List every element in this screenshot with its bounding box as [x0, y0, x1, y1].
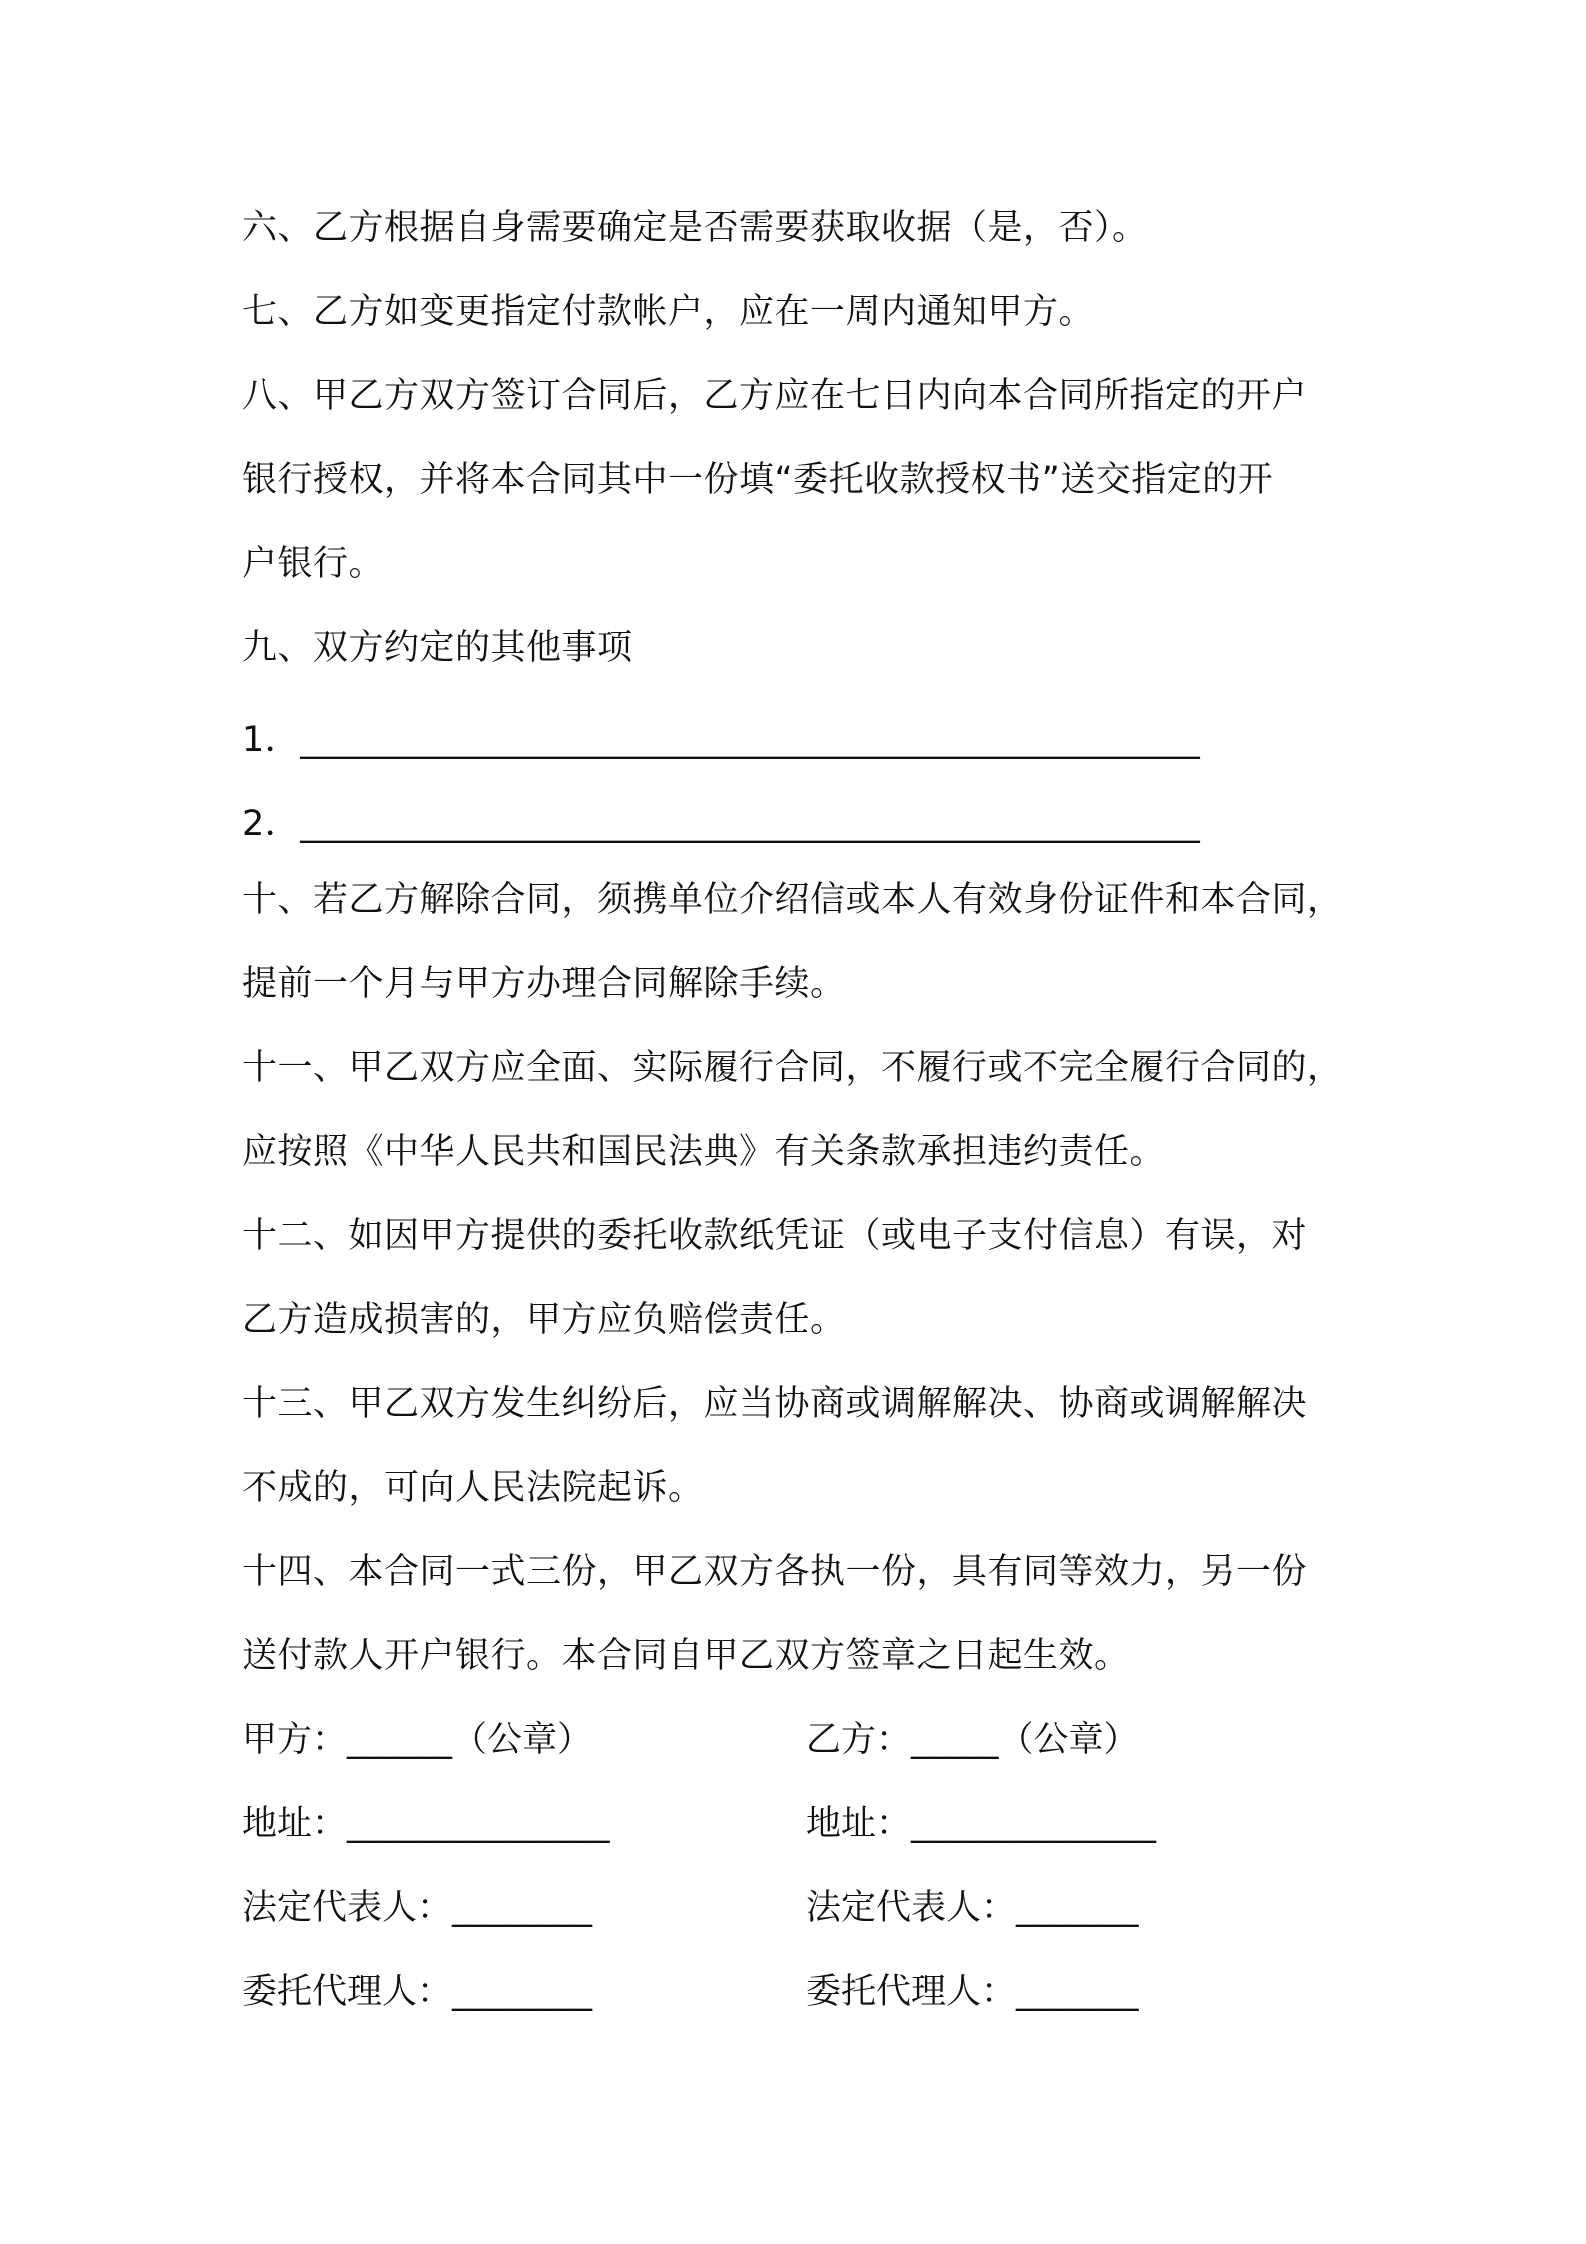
clause-10-line-2: 提前一个月与甲方办理合同解除手续。 — [242, 964, 846, 1004]
clause-9-item-2: 2．__________________________________________________ — [242, 804, 1201, 844]
clause-6: 六、乙方根据自身需要确定是否需要获取收据（是，否）。 — [242, 208, 1148, 248]
clause-14-line-1: 十四、本合同一式三份，甲乙双方各执一份，具有同等效力，另一份 — [242, 1552, 1308, 1592]
clause-13-line-1: 十三、甲乙双方发生纠纷后，应当协商或调解解决、协商或调解解决 — [242, 1384, 1308, 1424]
party-b-legal-rep: 法定代表人：_______ — [806, 1888, 1139, 1928]
clause-8-line-2: 银行授权，并将本合同其中一份填“委托收款授权书”送交指定的开 — [242, 460, 1274, 500]
party-b-agent: 委托代理人：_______ — [806, 1972, 1139, 2012]
clause-9-item-1: 1．__________________________________________________ — [242, 720, 1201, 760]
party-b-seal: 乙方：_____（公章） — [806, 1720, 1139, 1760]
clause-10-line-1: 十、若乙方解除合同，须携单位介绍信或本人有效身份证件和本合同， — [242, 880, 1343, 920]
party-a-agent: 委托代理人：________ — [242, 1972, 593, 2012]
clause-12-line-2: 乙方造成损害的，甲方应负赔偿责任。 — [242, 1300, 846, 1340]
party-a-seal: 甲方：______（公章） — [242, 1720, 593, 1760]
clause-7: 七、乙方如变更指定付款帐户，应在一周内通知甲方。 — [242, 292, 1095, 332]
clause-11-line-2: 应按照《中华人民共和国民法典》有关条款承担违约责任。 — [242, 1132, 1166, 1172]
clause-14-line-2: 送付款人开户银行。本合同自甲乙双方签章之日起生效。 — [242, 1636, 1130, 1676]
party-a-address: 地址：_______________ — [242, 1804, 610, 1844]
clause-8-line-1: 八、甲乙方双方签订合同后，乙方应在七日内向本合同所指定的开户 — [242, 376, 1308, 416]
clause-13-line-2: 不成的，可向人民法院起诉。 — [242, 1468, 704, 1508]
clause-11-line-1: 十一、甲乙双方应全面、实际履行合同，不履行或不完全履行合同的， — [242, 1048, 1343, 1088]
party-a-legal-rep: 法定代表人：________ — [242, 1888, 593, 1928]
party-b-address: 地址：______________ — [806, 1804, 1157, 1844]
clause-8-line-3: 户银行。 — [242, 544, 385, 584]
clause-12-line-1: 十二、如因甲方提供的委托收款纸凭证（或电子支付信息）有误，对 — [242, 1216, 1308, 1256]
clause-9-heading: 九、双方约定的其他事项 — [242, 628, 633, 668]
